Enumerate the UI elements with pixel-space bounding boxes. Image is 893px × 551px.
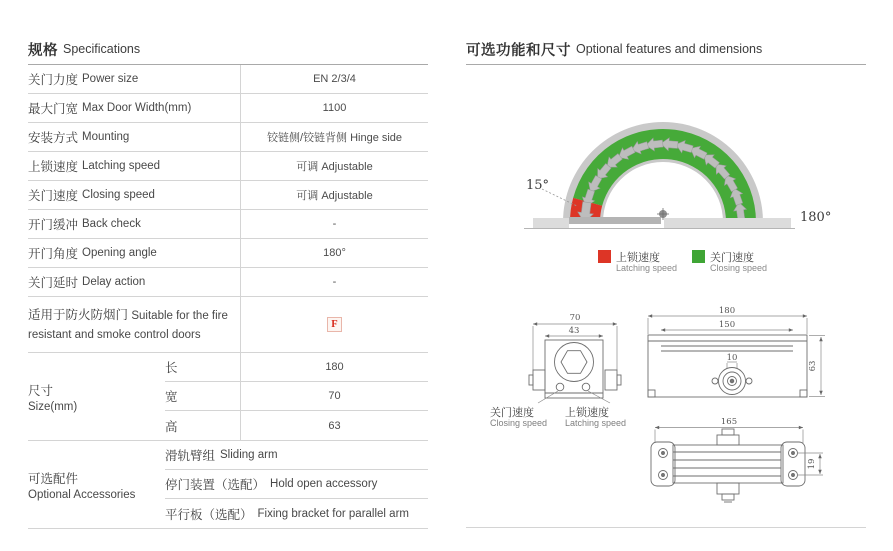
accessories-rows — [165, 441, 428, 528]
spec-label-zh: 安装方式 — [28, 131, 79, 145]
spec-row-closing-speed — [28, 181, 428, 210]
latching-valve-label-en: Latching speed — [565, 418, 627, 428]
section-bottom-rule — [466, 527, 866, 528]
accessory-item-hold-open — [165, 470, 428, 499]
specifications-table — [28, 65, 428, 529]
closer-body-front-view — [648, 335, 807, 397]
accessories-label-en: Optional Accessories — [28, 488, 136, 501]
size-row-length — [165, 353, 428, 382]
dim-70: 70 — [569, 313, 581, 323]
size-dim-label: 高 — [165, 419, 178, 434]
dim-10: 10 — [726, 353, 738, 363]
spec-value: - — [240, 210, 428, 238]
dim-19: 19 — [807, 458, 817, 470]
size-group — [28, 353, 428, 441]
spec-label-en: Max Door Width(mm) — [82, 102, 192, 114]
spec-label-zh: 最大门宽 — [28, 102, 79, 116]
specifications-section — [28, 0, 428, 551]
size-group-label-en: Size(mm) — [28, 400, 78, 413]
spec-label — [28, 297, 240, 352]
spec-label — [28, 210, 240, 238]
spec-label-zh: 开门缓冲 — [28, 218, 79, 232]
legend-zh: 上锁速度 — [616, 252, 660, 264]
spec-label-en: Latching speed — [82, 160, 161, 172]
angle-label-180: 180° — [800, 210, 832, 225]
size-row-height — [165, 411, 428, 440]
spec-label — [28, 268, 240, 296]
latching-speed-swatch — [598, 250, 611, 263]
spec-value: EN 2/3/4 — [240, 65, 428, 93]
spec-label — [28, 94, 240, 122]
closer-body-end-view — [529, 340, 621, 398]
spec-value: 铰链侧/铰链背侧 Hinge side — [240, 123, 428, 151]
optional-features-title-en: Optional features and dimensions — [576, 42, 763, 56]
spec-label-en: Opening angle — [82, 247, 157, 259]
spec-label — [28, 65, 240, 93]
dim-150: 150 — [718, 320, 736, 330]
door-leaf — [569, 217, 661, 224]
spec-label — [28, 123, 240, 151]
frame-block-right — [664, 218, 791, 228]
accessory-zh: 停门装置（选配） — [165, 478, 266, 492]
legend-zh: 关门速度 — [710, 252, 754, 264]
size-dim-value: 63 — [240, 411, 428, 440]
optional-features-title — [466, 34, 866, 65]
dim-180: 180 — [718, 306, 736, 316]
accessory-en: Sliding arm — [220, 449, 278, 461]
accessories-group — [28, 441, 428, 529]
optional-features-section — [466, 0, 866, 551]
frame-block-left — [533, 218, 569, 228]
spec-label-zh: 适用于防火防烟门 — [28, 308, 129, 322]
specifications-title-zh: 规格 — [28, 42, 58, 59]
fire-rating-badge: F — [327, 317, 342, 332]
dim-43: 43 — [568, 326, 580, 336]
spec-value: 1100 — [240, 94, 428, 122]
spec-value: - — [240, 268, 428, 296]
spec-label-en: Delay action — [82, 276, 146, 288]
accessory-zh: 滑轨臂组 — [165, 449, 216, 463]
spec-row-opening-angle — [28, 239, 428, 268]
dim-63: 63 — [808, 360, 818, 372]
accessories-label-zh: 可选配件 — [28, 471, 79, 486]
spec-label-en: Closing speed — [82, 189, 155, 201]
spec-label-zh: 开门角度 — [28, 247, 79, 261]
legend-en: Latching speed — [616, 263, 678, 273]
size-dim-label: 长 — [165, 361, 178, 375]
latching-valve-label-zh: 上锁速度 — [565, 407, 609, 419]
spec-row-fire-rating — [28, 297, 428, 353]
legend-en: Closing speed — [710, 263, 768, 273]
size-group-label — [28, 353, 165, 440]
spec-label — [28, 181, 240, 209]
spec-label-zh: 关门速度 — [28, 189, 79, 203]
accessory-en: Fixing bracket for parallel arm — [257, 507, 409, 520]
spec-label-zh: 上锁速度 — [28, 160, 79, 174]
spec-row-delay-action — [28, 268, 428, 297]
top-view-drawing — [645, 418, 835, 525]
spec-label — [28, 152, 240, 180]
spec-value: 180° — [240, 239, 428, 267]
specifications-title-en: Specifications — [63, 42, 141, 56]
size-dim-value: 70 — [240, 382, 428, 410]
accessory-en: Hold open accessory — [270, 478, 378, 490]
closer-body-top-view — [651, 429, 805, 502]
spec-label-zh: 关门力度 — [28, 73, 79, 87]
dim-165: 165 — [720, 418, 738, 427]
spec-row-power-size — [28, 65, 428, 94]
spec-label-en: Suitable for the fire resistant and smoke control doors — [28, 310, 228, 341]
closing-speed-swatch — [692, 250, 705, 263]
accessory-zh: 平行板（选配） — [165, 507, 253, 522]
closing-valve-label-zh: 关门速度 — [490, 407, 534, 419]
spec-row-back-check — [28, 210, 428, 239]
accessories-group-label — [28, 441, 165, 528]
specifications-title — [28, 34, 428, 65]
spec-label-en: Back check — [82, 218, 141, 230]
size-rows — [165, 353, 428, 440]
optional-features-title-zh: 可选功能和尺寸 — [466, 42, 571, 59]
opening-angle-diagram — [486, 105, 846, 240]
spec-row-latching-speed — [28, 152, 428, 181]
size-row-width — [165, 382, 428, 411]
spec-label — [28, 239, 240, 267]
spec-label-en: Power size — [82, 73, 139, 85]
size-group-label-zh: 尺寸 — [28, 383, 54, 398]
size-dim-value: 180 — [240, 353, 428, 381]
end-view-drawing — [520, 308, 630, 404]
accessory-item-parallel-bracket — [165, 499, 428, 528]
spec-label-en: Mounting — [82, 131, 130, 143]
spec-value: 可调 Adjustable — [240, 181, 428, 209]
spec-row-max-door-width — [28, 94, 428, 123]
front-view-drawing — [645, 305, 835, 405]
spec-value: 可调 Adjustable — [240, 152, 428, 180]
angle-label-15: 15° — [526, 178, 550, 193]
closing-valve-label-en: Closing speed — [490, 418, 548, 428]
spec-row-mounting — [28, 123, 428, 152]
accessory-item-sliding-arm — [165, 441, 428, 470]
spec-label-zh: 关门延时 — [28, 276, 79, 290]
size-dim-label: 宽 — [165, 390, 178, 404]
spec-value — [240, 297, 428, 352]
